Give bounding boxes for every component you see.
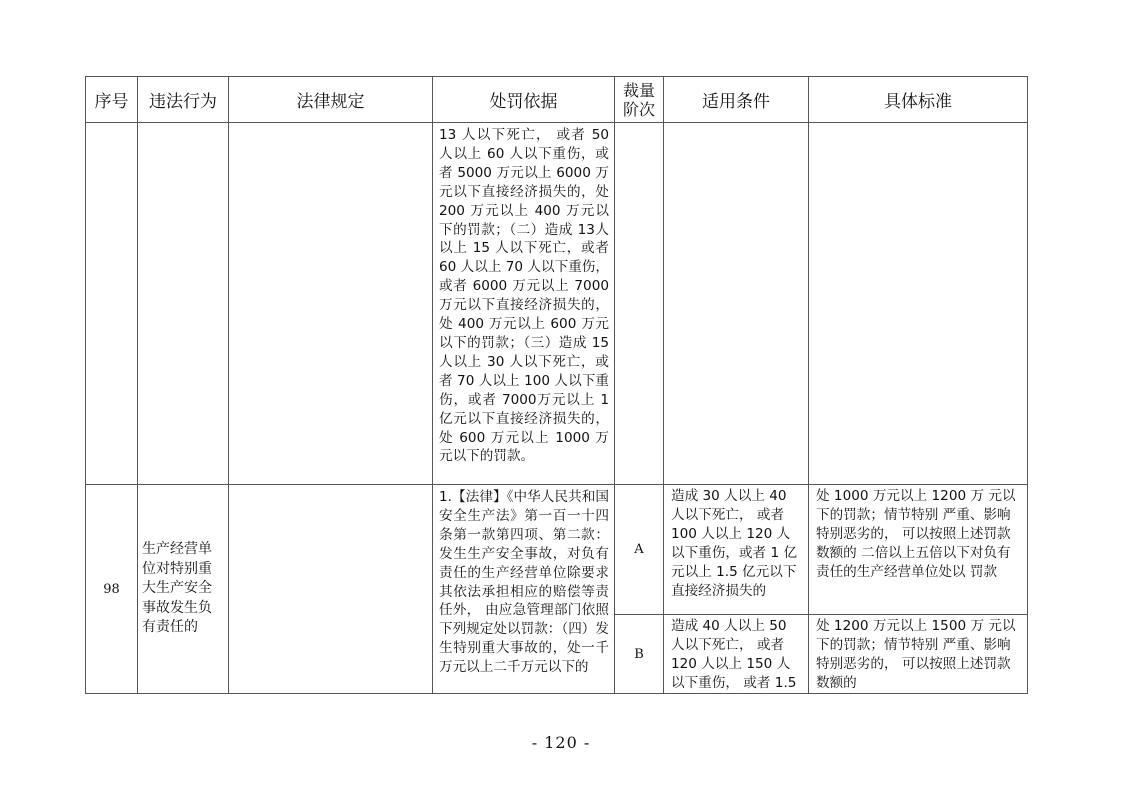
header-level bbox=[615, 77, 664, 123]
continued-behavior-cell bbox=[138, 123, 229, 485]
row-basis bbox=[433, 485, 615, 694]
continued-seq-cell bbox=[86, 123, 138, 485]
condition-b: 造成 40 人以上 50 人以下死亡， 或者 120 人以上 150 人以下重伤， 或者 1.5 bbox=[664, 615, 809, 694]
row-basis-text: 1.【法律】《中华人民共和国安全生产法》第一百一十四条第一款第四项、第二款：发生生产安全事故，对负有责任的生产经营单位除要求其依法承担相应的赔偿等责任外， 由应急管理部门依照下列规定处以罚款：（四）发生特别重大事故的，处一千万元以上二千万元以下的 bbox=[439, 489, 609, 676]
header-condition: 适用条件 bbox=[664, 77, 809, 123]
continued-condition-cell bbox=[664, 123, 809, 485]
row-behavior: 生产经营单位对特别重大生产安全事故发生负有责任的 bbox=[138, 485, 229, 694]
header-basis: 处罚依据 bbox=[433, 77, 615, 123]
header-level-line1: 裁量 bbox=[622, 80, 655, 100]
continued-level-cell bbox=[615, 123, 664, 485]
row-law bbox=[229, 485, 433, 694]
condition-a: 造成 30 人以上 40 人以下死亡， 或者 100 人以上 120 人以下重伤，或者 1 亿元以上 1.5 亿元以下直接经济损失的 bbox=[664, 485, 809, 615]
level-b: B bbox=[615, 615, 664, 694]
header-standard: 具体标准 bbox=[809, 77, 1028, 123]
header-level-line2: 阶次 bbox=[622, 99, 655, 119]
header-behavior: 违法行为 bbox=[138, 77, 229, 123]
header-seq: 序号 bbox=[86, 77, 138, 123]
continued-basis-text: 13 人以下死亡， 或者 50 人以上 60 人以下重伤，或者 5000 万元以上 6000 万元以下直接经济损失的，处 200 万元以上 400 万元以下的罚款；（二）造成 13人以上 15 人以下死亡，或者 60 人以上 70 人以下重伤，或者 6000 万元以上 7000 万元以下直接经济损失的，处 400 万元以上 600 万元以下的罚款；（三）造成 15 人以上 30 人以下死亡，或者 70 人以上 100 人以下重伤，或者 7000万元以上 1 亿元以下直接经济损失的，处 600 万元以上 1000 万元以下的罚款。 bbox=[439, 127, 609, 465]
continued-standard-cell bbox=[809, 123, 1028, 485]
standard-a: 处 1000 万元以上 1200 万 元以下的罚款；情节特别 严重、影响特别恶劣的， 可以按照上述罚款数额的 二倍以上五倍以下对负有 责任的生产经营单位处以 罚款 bbox=[809, 485, 1028, 615]
continued-law-cell bbox=[229, 123, 433, 485]
table-row-98-a bbox=[86, 485, 1028, 615]
level-a: A bbox=[615, 485, 664, 615]
row-seq: 98 bbox=[86, 485, 138, 694]
continued-basis-cell bbox=[433, 123, 615, 485]
page-number: - 120 - bbox=[531, 733, 591, 752]
penalty-table bbox=[85, 76, 1028, 694]
table-row-continued bbox=[86, 123, 1028, 485]
header-law: 法律规定 bbox=[229, 77, 433, 123]
standard-b: 处 1200 万元以上 1500 万 元以下的罚款；情节特别 严重、影响特别恶劣的， 可以按照上述罚款数额的 bbox=[809, 615, 1028, 694]
table-header-row bbox=[86, 77, 1028, 123]
